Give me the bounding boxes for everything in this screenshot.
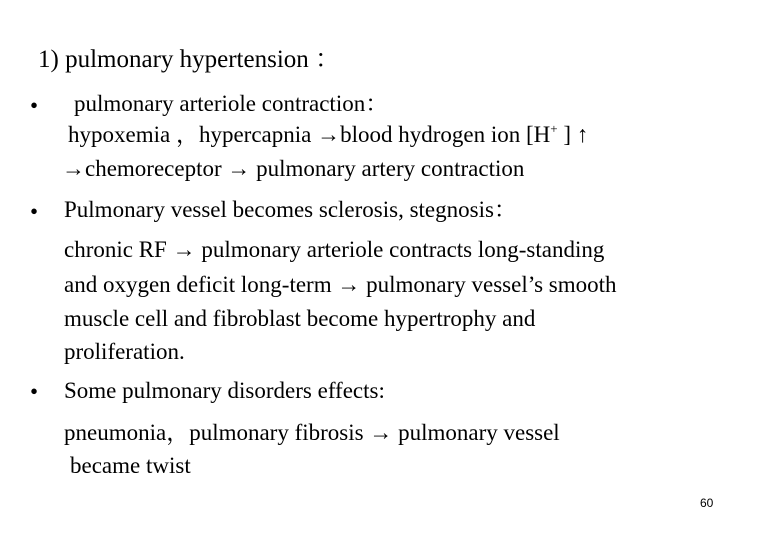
bullet-3-line-1: pneumonia，pulmonary fibrosis → pulmonary vessel <box>64 420 560 445</box>
bullet-3-line-2: became twist <box>70 453 191 478</box>
bullet-marker: • <box>30 379 39 404</box>
bullet-3-title: Some pulmonary disorders effects: <box>64 378 385 403</box>
bullet-1-line-1 <box>68 120 588 150</box>
hydrogen-charge-superscript: + <box>550 121 558 136</box>
bullet-2-line-2: and oxygen deficit long-term → pulmonary vessel’s smooth <box>64 272 617 297</box>
bullet-1-line-2: →chemoreceptor → pulmonary artery contraction <box>62 156 525 181</box>
bullet-2-title: Pulmonary vessel becomes sclerosis, stegnosis： <box>64 197 517 222</box>
bullet-2-line-1: chronic RF → pulmonary arteriole contracts long-standing <box>64 237 605 262</box>
bullet-1-title: pulmonary arteriole contraction： <box>74 91 389 116</box>
bullet-marker: • <box>30 93 39 118</box>
page-number: 60 <box>700 496 714 510</box>
bullet-2-line-4: proliferation. <box>64 339 185 364</box>
bullet-1-line-1-text: hypoxemia ，hypercapnia →blood hydrogen ion [H <box>68 122 551 147</box>
bullet-marker: • <box>30 199 39 224</box>
slide-heading: 1) pulmonary hypertension ： <box>38 46 341 73</box>
bullet-2-line-3: muscle cell and fibroblast become hypertrophy and <box>64 306 536 331</box>
bullet-1-line-1-tail: ] ↑ <box>557 122 589 147</box>
